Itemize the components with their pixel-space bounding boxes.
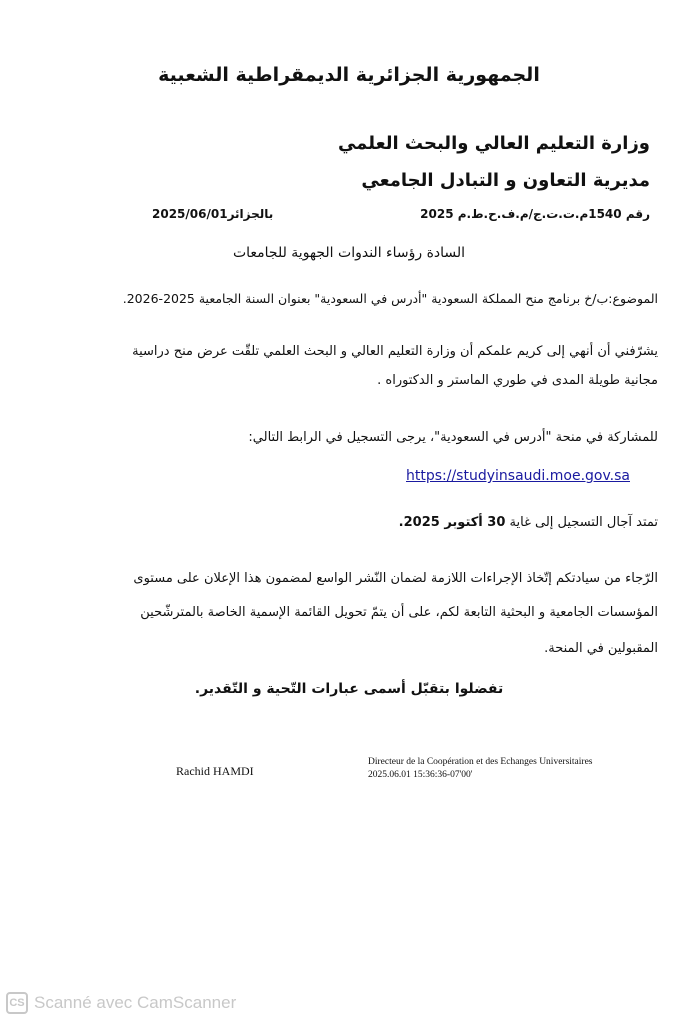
camscanner-icon: CS bbox=[6, 992, 28, 1014]
republic-title: الجمهورية الجزائرية الديمقراطية الشعبية bbox=[158, 64, 540, 86]
signature-timestamp: 2025.06.01 15:36:36-07'00' bbox=[368, 770, 473, 780]
deadline-prefix: تمتد آجال التسجيل إلى غاية bbox=[505, 515, 658, 530]
paragraph-1-line-1: يشرّفني أن أنهي إلى كريم علمكم أن وزارة التعليم العالي و البحث العلمي تلقّت عرض منح دراسية bbox=[132, 344, 658, 359]
ministry-name: وزارة التعليم العالي والبحث العلمي bbox=[337, 133, 650, 154]
paragraph-1-line-2: مجانية طويلة المدى في طوري الماستر و الدكتوراه . bbox=[377, 373, 658, 388]
registration-link[interactable]: https://studyinsaudi.moe.gov.sa bbox=[406, 468, 630, 484]
paragraph-2: للمشاركة في منحة "أدرس في السعودية"، يرجى التسجيل في الرابط التالي: bbox=[248, 430, 658, 445]
paragraph-3-line-1: الرّجاء من سيادتكم إتّخاذ الإجراءات اللازمة لضمان النّشر الواسع لمضمون هذا الإعلان على مستوى bbox=[133, 571, 658, 586]
deadline-date: 30 أكتوبر 2025. bbox=[398, 515, 506, 530]
reference-number: رقم 1540م.ت.ت.ج/م.ف.ح.ط.م 2025 bbox=[420, 207, 650, 221]
deadline-line bbox=[399, 515, 658, 530]
directorate-name: مديرية التعاون و التبادل الجامعي bbox=[361, 170, 650, 191]
date-city: بالجزائر2025/06/01 bbox=[152, 207, 274, 221]
camscanner-watermark bbox=[6, 992, 236, 1014]
camscanner-text: Scanné avec CamScanner bbox=[34, 993, 237, 1012]
signatory-role: Directeur de la Coopération et des Echanges Universitaires bbox=[368, 757, 593, 767]
subject-line: الموضوع:ب/خ برنامج منح المملكة السعودية "أدرس في السعودية" بعنوان السنة الجامعية 2025-2026. bbox=[122, 291, 658, 306]
paragraph-3-line-2: المؤسسات الجامعية و البحثية التابعة لكم، على أن يتمّ تحويل القائمة الإسمية الخاصة بالمترشّحين bbox=[140, 605, 658, 620]
addressee: السادة رؤساء الندوات الجهوية للجامعات bbox=[232, 245, 466, 261]
closing-salutation: تفضلوا بتقبّل أسمى عبارات التّحية و التّقدير. bbox=[194, 681, 504, 697]
signatory-name: Rachid HAMDI bbox=[176, 764, 254, 778]
paragraph-3-line-3: المقبولين في المنحة. bbox=[544, 641, 658, 656]
